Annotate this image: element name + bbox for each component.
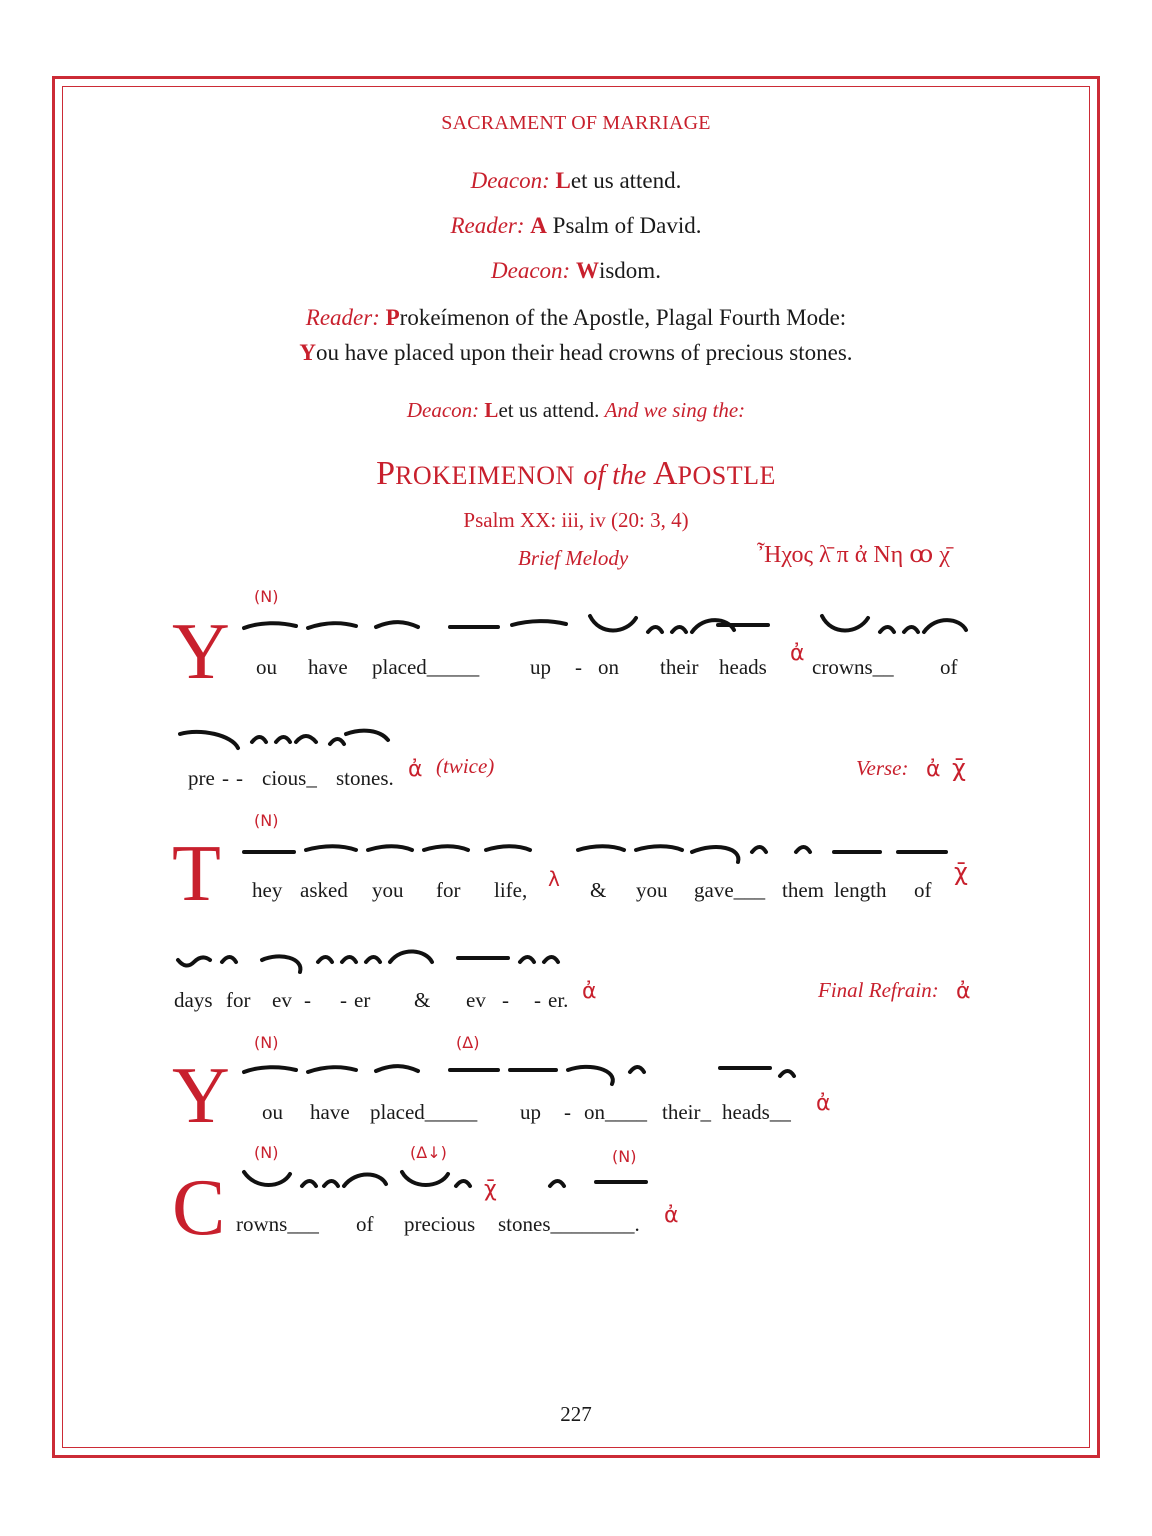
- syllable: &: [414, 988, 431, 1012]
- dialogue-text: et us attend.: [570, 168, 682, 193]
- svg-text:ἀ: ἀ: [816, 1091, 831, 1116]
- initial-letter: P: [385, 305, 400, 330]
- dialogue-text: et us attend.: [498, 398, 600, 422]
- syllable: -: [564, 1100, 571, 1124]
- syllable: stones________.: [498, 1212, 640, 1236]
- title-smallcaps: POSTLE: [677, 461, 776, 490]
- dialogue-text: rokeímenon of the Apostle, Plagal Fourth Mode:: [399, 305, 847, 330]
- svg-text:(N): (N): [254, 1143, 279, 1162]
- initial-letter: A: [530, 213, 547, 238]
- title-smallcaps: ROKEIMENON: [395, 461, 575, 490]
- syllable: their: [660, 655, 699, 679]
- syllable: you: [372, 878, 404, 902]
- initial-letter: Y: [299, 340, 317, 365]
- svg-text:ἀ: ἀ: [790, 641, 805, 666]
- syllable: them: [782, 878, 824, 902]
- syllable: placed_____: [370, 1100, 478, 1124]
- dropcap: Y: [172, 1052, 230, 1140]
- syllable: gave___: [694, 878, 766, 902]
- svg-text:(N): (N): [254, 811, 279, 830]
- syllable: on____: [584, 1100, 647, 1124]
- syllable: er.: [548, 988, 569, 1012]
- syllable: -: [236, 766, 243, 790]
- syllable: for: [436, 878, 461, 902]
- svg-text:χ̄: χ̄: [954, 858, 968, 886]
- syllable: stones.: [336, 766, 394, 790]
- syllable: precious: [404, 1212, 476, 1236]
- verse-label: Verse:: [856, 756, 909, 780]
- final-refrain-label: Final Refrain:: [818, 978, 939, 1002]
- running-header: SACRAMENT OF MARRIAGE: [441, 112, 711, 134]
- syllable: -: [502, 988, 509, 1012]
- dropcap: Y: [172, 608, 230, 696]
- mode-signature: Ἦχος λ̄ π ἀ Νη ꝏ χ̄: [757, 542, 950, 568]
- psalm-reference: Psalm XX: iii, iv (20: 3, 4): [463, 508, 689, 532]
- syllable: have: [310, 1100, 350, 1124]
- syllable: hey: [252, 878, 283, 902]
- speaker: Deacon:: [470, 168, 550, 193]
- title-connector: of the: [583, 460, 647, 491]
- speaker: Reader:: [450, 213, 525, 238]
- melody-label: Brief Melody: [518, 546, 629, 570]
- svg-text:χ̄: χ̄: [484, 1177, 497, 1202]
- initial-letter: L: [555, 168, 571, 193]
- svg-text:λ: λ: [548, 867, 560, 891]
- syllable: of: [914, 878, 932, 902]
- svg-text:ἀ: ἀ: [408, 757, 423, 782]
- svg-text:ἀ: ἀ: [926, 757, 941, 782]
- syllable: up: [520, 1100, 541, 1124]
- speaker: Reader:: [305, 305, 380, 330]
- svg-text:(Δ↓): (Δ↓): [410, 1143, 447, 1162]
- syllable: heads: [719, 655, 767, 679]
- syllable: cious_: [262, 766, 317, 790]
- syllable: of: [356, 1212, 374, 1236]
- dialogue-tail: And we sing the:: [604, 398, 746, 422]
- syllable: ev: [466, 988, 486, 1012]
- syllable: life,: [494, 878, 528, 902]
- dialogue-text: isdom.: [598, 258, 661, 283]
- syllable: -: [304, 988, 311, 1012]
- syllable: crowns__: [812, 655, 894, 679]
- svg-text:(N): (N): [254, 1033, 279, 1052]
- initial-letter: L: [484, 398, 499, 422]
- syllable: placed_____: [372, 655, 480, 679]
- syllable: you: [636, 878, 668, 902]
- syllable: ou: [256, 655, 277, 679]
- repeat-note: (twice): [436, 754, 495, 778]
- speaker: Deacon:: [491, 258, 571, 283]
- dropcap: T: [172, 830, 221, 918]
- initial-letter: W: [575, 258, 599, 283]
- syllable: length: [834, 878, 887, 902]
- syllable: for: [226, 988, 251, 1012]
- syllable: -: [340, 988, 347, 1012]
- title-initial: P: [376, 455, 396, 492]
- syllable: asked: [300, 878, 348, 902]
- svg-text:(Δ): (Δ): [456, 1033, 480, 1052]
- syllable: pre: [188, 766, 215, 790]
- syllable: days: [174, 988, 213, 1012]
- syllable: their_: [662, 1100, 711, 1124]
- syllable: rowns___: [236, 1212, 319, 1236]
- syllable: -: [534, 988, 541, 1012]
- svg-text:ἀ: ἀ: [956, 979, 971, 1004]
- svg-text:(N): (N): [254, 587, 279, 606]
- syllable: heads__: [722, 1100, 791, 1124]
- syllable: ou: [262, 1100, 283, 1124]
- title-initial: A: [652, 455, 678, 492]
- dialogue-text: ou have placed upon their head crowns of precious stones.: [316, 340, 853, 365]
- syllable: on: [598, 655, 619, 679]
- syllable: &: [590, 878, 607, 902]
- syllable: up: [530, 655, 551, 679]
- syllable: have: [308, 655, 348, 679]
- svg-text:(N): (N): [612, 1147, 637, 1166]
- dialogue-text: Psalm of David.: [546, 213, 702, 238]
- syllable: -: [222, 766, 229, 790]
- syllable: -: [575, 655, 582, 679]
- speaker: Deacon:: [406, 398, 480, 422]
- svg-text:χ̄: χ̄: [952, 754, 966, 782]
- syllable: ev: [272, 988, 292, 1012]
- svg-text:ἀ: ἀ: [582, 979, 597, 1004]
- page-number: 227: [560, 1402, 592, 1426]
- dropcap: C: [172, 1164, 226, 1252]
- syllable: er: [354, 988, 371, 1012]
- svg-text:ἀ: ἀ: [664, 1203, 679, 1228]
- syllable: of: [940, 655, 958, 679]
